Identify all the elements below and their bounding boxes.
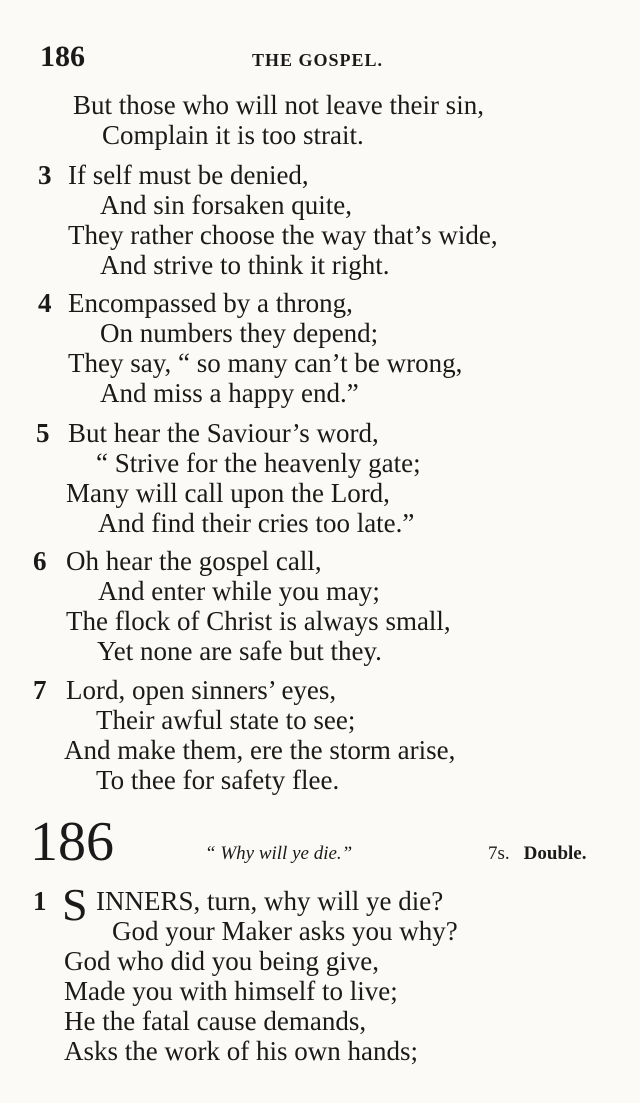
verse-line: But hear the Saviour’s word,: [68, 418, 379, 448]
verse-line: And strive to think it right.: [100, 250, 390, 280]
verse-line: If self must be denied,: [68, 160, 309, 190]
drop-cap: S: [62, 879, 88, 930]
running-title: THE GOSPEL.: [252, 50, 384, 70]
verse-line: Lord, open sinners’ eyes,: [66, 675, 337, 705]
hymn-subtitle: “ Why will ye die.”: [205, 843, 353, 864]
verse-line: Encompassed by a throng,: [68, 288, 353, 318]
verse-line: And find their cries too late.”: [98, 508, 415, 538]
verse-line: To thee for safety flee.: [96, 765, 340, 795]
stanza-number: 5: [36, 418, 50, 448]
verse-line: They rather choose the way that’s wide,: [68, 220, 498, 250]
stanza-number: 6: [33, 546, 47, 576]
verse-line: INNERS, turn, why will ye die?: [96, 886, 444, 916]
verse-line: Made you with himself to live;: [64, 976, 398, 1006]
verse-line: Oh hear the gospel call,: [66, 546, 322, 576]
hymn-number: 186: [30, 811, 114, 873]
verse-line: And miss a happy end.”: [100, 378, 359, 408]
hymn-meter: [488, 843, 586, 865]
verse-line: Asks the work of his own hands;: [64, 1036, 418, 1066]
verse-line: Their awful state to see;: [96, 705, 356, 735]
stanza-number: 7: [33, 675, 47, 705]
verse-line: And sin forsaken quite,: [100, 190, 352, 220]
meter-note: Double.: [523, 843, 587, 864]
verse-line: He the fatal cause demands,: [64, 1006, 367, 1036]
meter-label: 7s.: [488, 843, 510, 864]
stanza-number: 1: [33, 886, 47, 916]
verse-line: They say, “ so many can’t be wrong,: [68, 348, 463, 378]
verse-line: Yet none are safe but they.: [97, 636, 382, 666]
verse-line: God your Maker asks you why?: [112, 916, 458, 946]
verse-line: And enter while you may;: [98, 576, 380, 606]
verse-line: Complain it is too strait.: [102, 120, 364, 150]
verse-line: And make them, ere the storm arise,: [64, 735, 456, 765]
stanza-number: 3: [38, 160, 52, 190]
page-number: 186: [40, 40, 85, 73]
stanza-number: 4: [38, 288, 52, 318]
verse-line: “ Strive for the heavenly gate;: [96, 448, 421, 478]
verse-line: God who did you being give,: [64, 946, 379, 976]
verse-line: Many will call upon the Lord,: [66, 478, 390, 508]
verse-line: But those who will not leave their sin,: [73, 90, 484, 120]
verse-line: On numbers they depend;: [100, 318, 379, 348]
verse-line: The flock of Christ is always small,: [66, 606, 451, 636]
page-header: [40, 40, 600, 76]
